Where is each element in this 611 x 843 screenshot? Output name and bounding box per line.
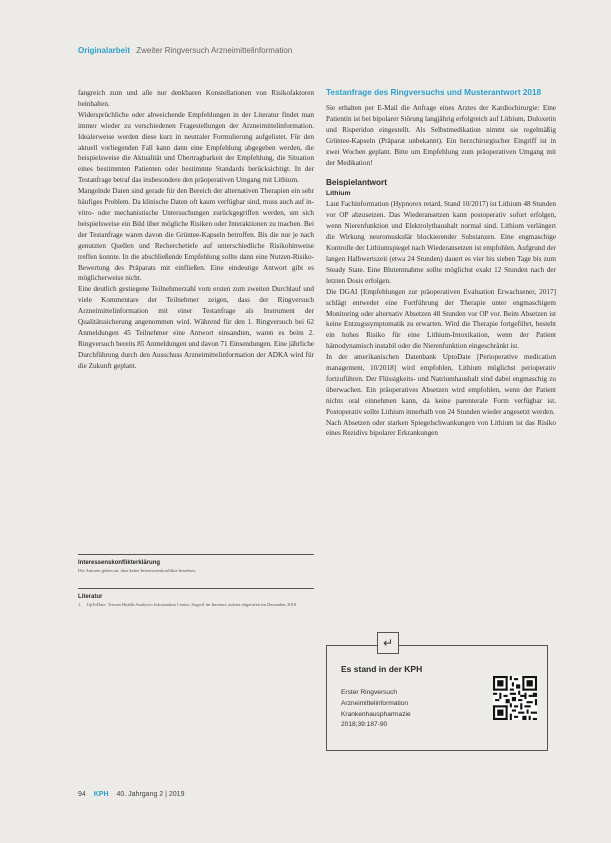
literature-section — [78, 588, 314, 608]
left-paragraph: fangreich zum und alle nur denkbaren Konstellationen von Risikofaktoren beinhalten. — [78, 89, 314, 108]
kph-box-title: Es stand in der KPH — [341, 664, 423, 674]
running-header — [78, 46, 548, 55]
left-paragraph: Eine deutlich gestiegene Teilnehmerzahl vom ersten zum zweiten Durchlauf und viele Kommentare der Teilnehmer zeigen, dass der Ringversuch Arzneimittelinformation mit einer Testanfrage als Instrument der Qualitätssicherung angenommen wird. Während für den 1. Ringversuch bei 62 Anmeldungen 45 Teilnehmer eine Antwort einsandten, waren es beim 2. Ringversuch bereits 85 Anmeldungen und davon 71 Einsendungen. Eine jährliche Durchführung durch den Ausschuss Arzneimittelinformation der ADKA wird für die Zukunft geplant. — [78, 285, 314, 370]
kph-reference-box — [326, 636, 548, 751]
return-arrow-icon: ↵ — [377, 632, 399, 654]
header-category: Originalarbeit — [78, 46, 131, 55]
coi-heading: Interessenskonflikterklärung — [78, 560, 161, 566]
left-column — [78, 88, 314, 372]
kph-box-reference — [341, 688, 411, 731]
qr-code-icon[interactable] — [493, 676, 537, 720]
lithium-paragraph: Die DGAI [Empfehlungen zur präoperativen Evaluation Erwachsener, 2017] schlägt entweder eine Fortführung der Therapie unter engmaschigem Monitoring oder alternativ Absetzen 48 Stunden vor OP vor. Beim Absetzen ist keine Entzugssymptomatik zu erwarten. Wird die Therapie fortgeführt, besteht ein hohes Risiko für eine Lithium-Intoxikation, wenn der Patient hämodynamisch instabil oder die Nierenfunktion eingeschränkt ist. — [326, 287, 556, 351]
beispielantwort-heading: Beispielantwort — [326, 178, 387, 188]
kph-line: Erster Ringversuch — [341, 689, 398, 696]
issue-info: 40. Jahrgang 2 | 2019 — [116, 791, 185, 798]
header-subtitle: Zweiter Ringversuch Arzneimittelinformation — [136, 46, 293, 55]
coi-text: Die Autoren geben an, dass keine Interessenskonflikte bestehen. — [78, 568, 196, 573]
lithium-heading: Lithium — [326, 190, 351, 198]
page-footer — [78, 791, 184, 798]
kph-logo: KPH — [93, 791, 109, 798]
kph-line: 2018;39:187-90 — [341, 721, 388, 729]
literature-item — [78, 602, 314, 608]
literature-heading: Literatur — [78, 594, 103, 600]
lithium-paragraph: In der amerikanischen Datenbank UptoDate [Perioperative medication management, 10/2018] wird empfohlen, Lithium möglichst perioperativ fortzuführen. Der Flüssigkeits- und Natriumhaushalt sind dabei engmaschig zu überwachen. Ein präoperatives Absetzen wird empfohlen, wenn der Patient nichts oral einnehmen kann, da keine parenterale Form verfügbar ist. Postoperativ sollte Lithium innerhalb von 24 Stunden wieder angesetzt werden. — [326, 353, 556, 416]
left-paragraph: Widersprüchliche oder abweichende Empfehlungen in der Literatur findet man immer wieder zu verschiedenen Fragestellungen der Arzneimittelinformation. Idealerweise werden diese kurz in neutraler Formulierung aufgelistet. Für den aktuell vorliegenden Fall kann dann eine Empfehlung abgegeben werden, die beispielsweise die Aktualität und Übertragbarkeit der Empfehlung, die Situation eines bestimmten Patienten oder bestimmte Standards berücksichtigt. In der Testanfrage betraf das insbesondere den präoperativen Umgang mit Lithium. — [78, 110, 314, 185]
right-column — [326, 88, 556, 439]
literature-item-number: 1. — [78, 602, 82, 607]
literature-item-text: UpToDate. Truven Health Analytics Information Center. Zugriff im Internet, zuletzt abgerufen im Dezember 2018 — [86, 602, 297, 607]
testanfrage-heading: Testanfrage des Ringversuchs und Musterantwort 2018 — [326, 88, 542, 97]
conflict-of-interest — [78, 554, 314, 574]
left-paragraph: Mangelnde Daten sind gerade für den Bereich der alternativen Therapien ein sehr häufiges Problem. Da klinische Daten oft kaum verfügbar sind, muss auch auf in-vitro- oder mechanistische Untersuchungen zurückgegriffen werden, um sich beispielsweise ein Bild über mögliche Risiken oder Interaktionen zu machen. Bei der Testanfrage waren davon die Grüntee-Kapseln betroffen. Bis die nur je nach genutzten Quellen und Recherchetiefe auf unterschiedliche Risikohinweise treffen konnte. In die abschließende Empfehlung sollte dann eine Nutzen-Risiko-Bewertung des Präparats mit einfließen. Eine eindeutige Antwort gibt es möglicherweise nicht. — [78, 187, 314, 283]
lithium-paragraph: Nach Absetzen oder starken Spiegelschwankungen von Lithium ist das Risiko eines Rezidivs bipolarer Erkrankungen — [326, 418, 556, 438]
kph-line: Krankenhauspharmazie — [341, 710, 411, 718]
kph-line: Arzneimittelinformation — [341, 699, 409, 707]
lithium-paragraph: Laut Fachinformation (Hypnorex retard, Stand 10/2017) ist Lithium 48 Stunden vor OP abzusetzen. Das Wiederansetzen kann postoperativ sofort erfolgen, wenn Nierenfunktion und Elektrolythaushalt normal sind. Lithium verlängert die Wirkung neuromuskulär blockierender Substanzen. Eine engmaschige Kontrolle der Lithiumspiegel nach Wiederansetzen ist empfohlen. Aufgrund der langen Halbwertszeit (etwa 24 Stunden) dauert es vier bis sieben Tage bis zum Steady State. Eine Blutentnahme sollte möglichst exakt 12 Stunden nach der letzten Dosis erfolgen. — [326, 200, 556, 285]
page-number: 94 — [78, 791, 86, 798]
testanfrage-text: Sie erhalten per E-Mail die Anfrage eines Arztes der Kardiochirurgie: Eine Patientin ist bei bipolarer Störung langjährig erfolgreich auf Lithium, Duloxetin und Risperidon eingestellt. Als Selbstmedikation nimmt sie regelmäßig Grüntee-Kapseln (Präparat unbekannt). Ein herzchirurgischer Eingriff ist in zwei Wochen geplant. Bitte um Empfehlung zum präoperativen Umgang mit der Medikation! — [326, 104, 556, 167]
